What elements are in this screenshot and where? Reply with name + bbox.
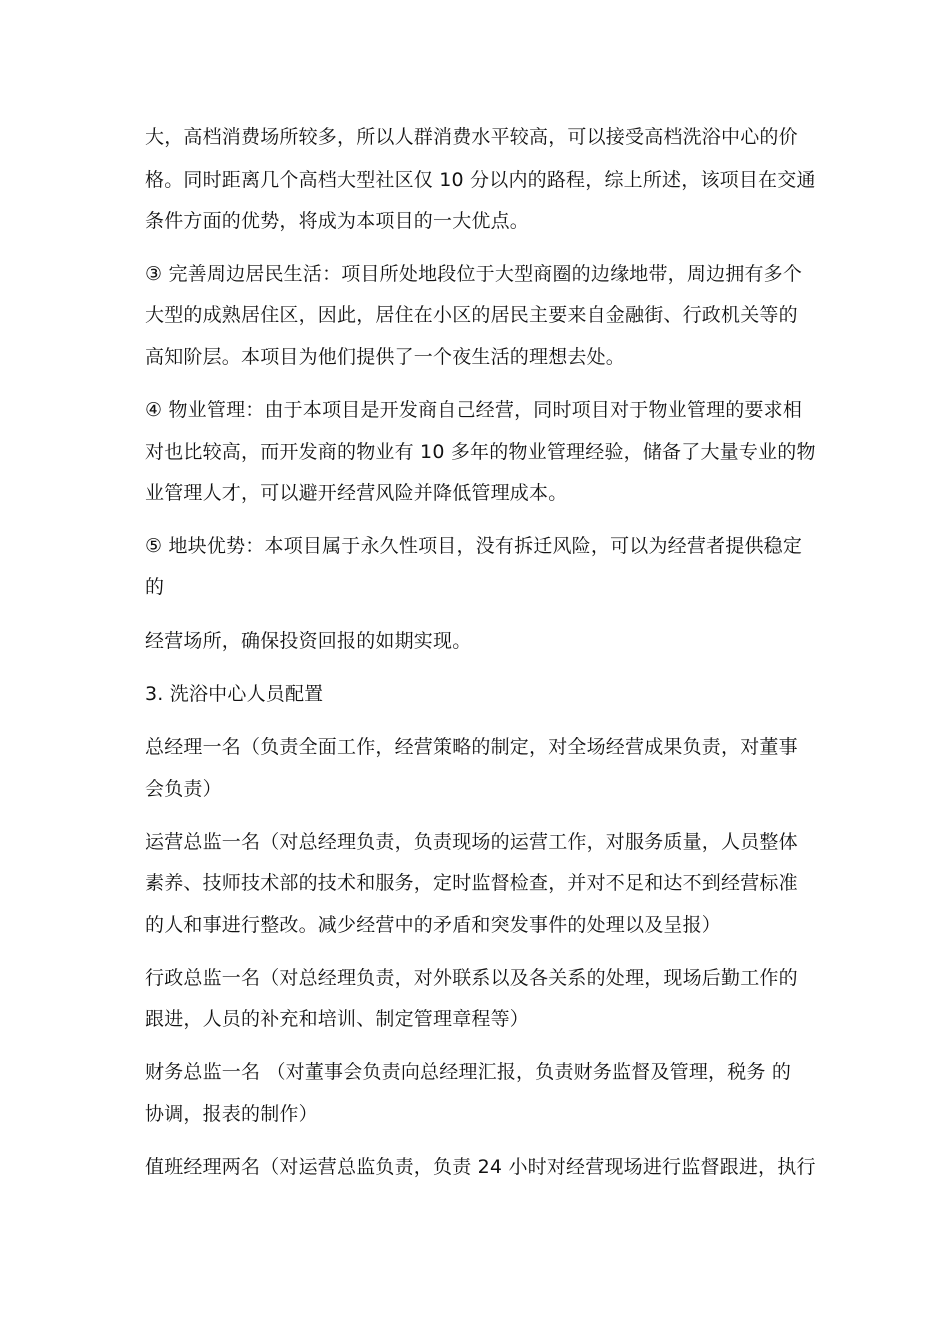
paragraph-line: 格。同时距离几个高档大型社区仅 10 分以内的路程，综上所述，该项目在交通 <box>145 169 816 191</box>
paragraph-line: 总经理一名（负责全面工作，经营策略的制定，对全场经营成果负责，对董事 <box>145 736 798 758</box>
section-heading: 3. 洗浴中心人员配置 <box>145 683 324 705</box>
paragraph-line: 的人和事进行整改。减少经营中的矛盾和突发事件的处理以及呈报） <box>145 914 722 936</box>
paragraph-line: 会负责） <box>145 778 222 800</box>
paragraph-line: 运营总监一名（对总经理负责，负责现场的运营工作，对服务质量，人员整体 <box>145 831 798 853</box>
paragraph-line: 大，高档消费场所较多，所以人群消费水平较高，可以接受高档洗浴中心的价 <box>145 126 798 148</box>
paragraph-line: 跟进，人员的补充和培训、制定管理章程等） <box>145 1008 530 1030</box>
paragraph-line: 条件方面的优势，将成为本项目的一大优点。 <box>145 210 530 232</box>
paragraph-line: 经营场所，确保投资回报的如期实现。 <box>145 630 472 652</box>
paragraph-line: 的 <box>145 576 165 598</box>
paragraph-line: 财务总监一名 （对董事会负责向总经理汇报，负责财务监督及管理，税务 的 <box>145 1061 792 1083</box>
paragraph-line: ⑤ 地块优势：本项目属于永久性项目，没有拆迁风险，可以为经营者提供稳定 <box>145 535 803 557</box>
paragraph-line: ④ 物业管理：由于本项目是开发商自己经营，同时项目对于物业管理的要求相 <box>145 399 803 421</box>
paragraph-line: 值班经理两名（对运营总监负责，负责 24 小时对经营现场进行监督跟进，执行 <box>145 1156 816 1178</box>
paragraph-line: 协调，报表的制作） <box>145 1103 318 1125</box>
paragraph-line: ③ 完善周边居民生活：项目所处地段位于大型商圈的边缘地带，周边拥有多个 <box>145 263 803 285</box>
paragraph-line: 业管理人才，可以避开经营风险并降低管理成本。 <box>145 482 568 504</box>
paragraph-line: 素养、技师技术部的技术和服务，定时监督检查，并对不足和达不到经营标准 <box>145 872 798 894</box>
paragraph-line: 大型的成熟居住区，因此，居住在小区的居民主要来自金融街、行政机关等的 <box>145 304 798 326</box>
paragraph-line: 行政总监一名（对总经理负责，对外联系以及各关系的处理，现场后勤工作的 <box>145 967 798 989</box>
paragraph-line: 高知阶层。本项目为他们提供了一个夜生活的理想去处。 <box>145 346 626 368</box>
paragraph-line: 对也比较高，而开发商的物业有 10 多年的物业管理经验，储备了大量专业的物 <box>145 441 816 463</box>
